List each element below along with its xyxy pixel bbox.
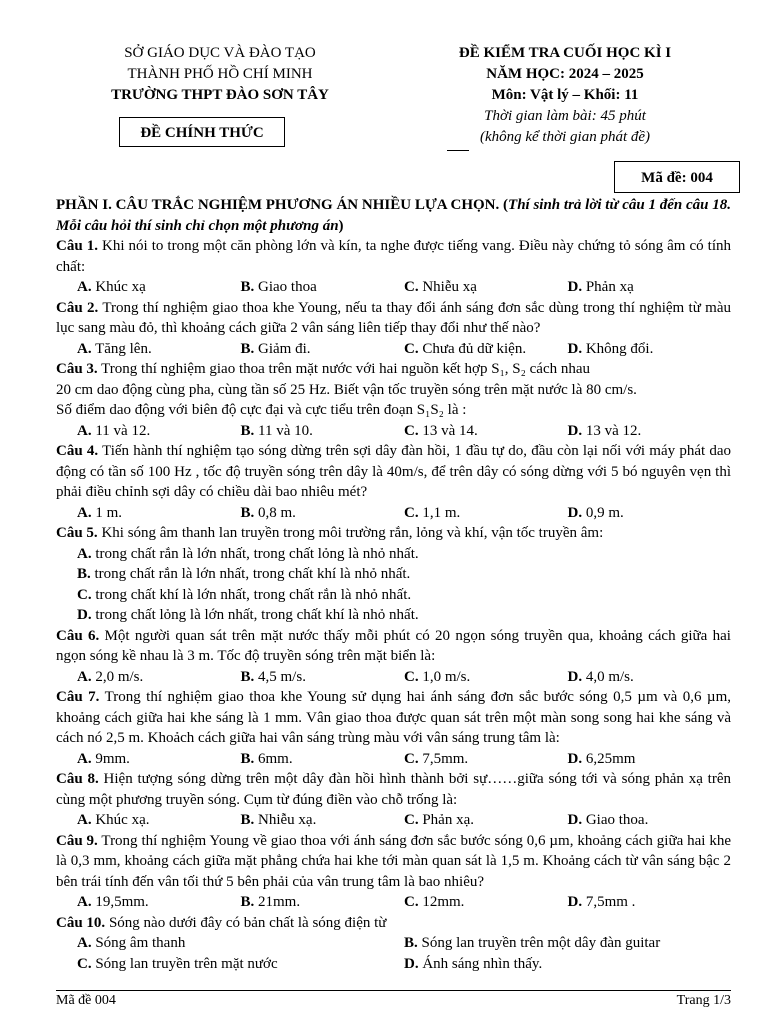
option-text: Giao thoa. xyxy=(582,812,649,828)
option-d xyxy=(568,503,732,524)
option-key: D. xyxy=(567,504,583,521)
question-7-options xyxy=(56,749,731,770)
exam-header xyxy=(400,43,730,148)
option-d xyxy=(568,892,732,913)
option-a xyxy=(77,421,241,442)
footer-exam-code: Mã đề 004 xyxy=(56,993,116,1008)
option-text: Câu 5. xyxy=(56,525,98,541)
option-text: Khi sóng âm thanh lan truyền trong môi trường rắn, lỏng và khí, vận tốc truyền âm: xyxy=(97,525,604,541)
option-text: 1 m. xyxy=(91,504,123,521)
option-c xyxy=(404,421,568,442)
question-1 xyxy=(56,236,731,277)
option-text: 13 và 14. xyxy=(418,422,478,439)
question-4-options xyxy=(56,503,731,524)
exam-title: ĐỀ KIỂM TRA CUỐI HỌC KÌ I xyxy=(458,45,672,61)
option-key: C. xyxy=(404,812,419,828)
option-key: A. xyxy=(77,422,92,439)
option-text: 4,5 m/s. xyxy=(254,668,306,685)
option-d xyxy=(568,749,732,770)
duration-note: (không kể thời gian phát đề) xyxy=(479,129,651,145)
option-key: A. xyxy=(77,812,92,828)
option-text: Trong thí nghiệm giao thoa khe Young sử dụng hai ánh sáng đơn sắc bước sóng 0,5 µm và 0,6 µm, khoảng cách giữa hai khe sáng là 1 mm. Vân giao thoa được quan sát trên một màn song song hai khe sáng và cách nó 2,5 m. Khoảch cách giữa hai vân sáng trùng màu với vân sáng trung tâm là: xyxy=(56,689,731,746)
option-b xyxy=(241,339,405,360)
option-d xyxy=(568,277,732,298)
option-key: B. xyxy=(240,668,255,685)
option-b xyxy=(241,749,405,770)
option-text: Thí sinh trả lời từ câu 1 đến câu 18. Mỗi câu hỏi thí sinh chỉ chọn một phương án xyxy=(56,197,732,234)
option-text: Sóng âm thanh xyxy=(91,935,186,951)
footer-page-number: Trang 1/3 xyxy=(676,993,731,1008)
option-a xyxy=(77,749,241,770)
option-b xyxy=(56,564,731,585)
option-key: A. xyxy=(77,545,92,562)
option-text: Ánh sáng nhìn thấy. xyxy=(418,955,543,972)
question-6 xyxy=(56,626,731,667)
option-text: 19,5mm. xyxy=(91,894,149,910)
option-key: B. xyxy=(240,504,255,521)
question-7 xyxy=(56,687,731,749)
question-10-options-row1 xyxy=(56,933,731,954)
exam-duration: Thời gian làm bài: 45 phút xyxy=(484,108,646,124)
option-key: C. xyxy=(77,955,92,972)
option-key: D. xyxy=(404,955,419,972)
department-name: SỞ GIÁO DỤC VÀ ĐÀO TẠO xyxy=(124,45,316,61)
option-a xyxy=(56,544,731,565)
option-c xyxy=(404,749,568,770)
option-a xyxy=(77,892,241,913)
option-text: 13 và 12. xyxy=(582,422,642,439)
option-key: C. xyxy=(404,422,419,439)
option-text: 7,5mm. xyxy=(418,750,469,767)
option-b xyxy=(241,667,405,688)
question-8-options xyxy=(56,810,731,831)
option-a xyxy=(77,503,241,524)
option-text: 6,25mm xyxy=(582,750,636,767)
question-9 xyxy=(56,831,731,893)
option-text: Tiến hành thí nghiệm tạo sóng dừng trên sợi dây đàn hồi, 1 đầu tự do, đầu còn lại nối với máy phát dao động có tần số 100 Hz , tốc độ truyền sóng trên dây là 40m/s, để trên dây có sóng dừng với 5 bó nguyên vẹn thì phải điều chỉnh sợi dây có chiều dài bao nhiêu mét? xyxy=(56,443,732,500)
school-header xyxy=(60,43,380,106)
question-4 xyxy=(56,441,731,503)
option-d xyxy=(568,339,732,360)
option-key: D. xyxy=(77,607,92,623)
option-d xyxy=(404,954,731,975)
option-text: trong chất lỏng là lớn nhất, trong chất khí là nhỏ nhất. xyxy=(91,607,419,623)
option-a xyxy=(77,277,241,298)
option-key: C. xyxy=(404,279,419,295)
option-text: Chưa đủ dữ kiện. xyxy=(418,340,527,357)
option-b xyxy=(241,277,405,298)
option-key: C. xyxy=(404,750,419,767)
option-text: Câu 9. xyxy=(56,832,98,849)
option-text: 1,1 m. xyxy=(418,504,461,521)
option-b xyxy=(241,892,405,913)
option-text: Tăng lên. xyxy=(91,340,152,357)
option-text: 4,0 m/s. xyxy=(582,668,634,685)
option-key: C. xyxy=(404,504,419,521)
option-text: Câu 6. xyxy=(56,627,100,644)
header-underline xyxy=(447,150,469,151)
option-a xyxy=(77,667,241,688)
question-10-options-row2 xyxy=(56,954,731,975)
option-text: Phản xạ xyxy=(582,279,634,295)
question-3 xyxy=(56,359,731,421)
question-8 xyxy=(56,769,731,810)
option-text: PHẦN I. CÂU TRẮC NGHIỆM PHƯƠNG ÁN NHIỀU LỰA CHỌN. ( xyxy=(56,197,509,213)
section-heading xyxy=(56,195,731,236)
option-b xyxy=(241,421,405,442)
option-text: Hiện tượng sóng dừng trên một dây đàn hồi hình thành bởi sự……giữa sóng tới và sóng phản xạ trên cùng một phương truyền sóng. Cụm từ đúng điền vào chỗ trống là: xyxy=(56,771,731,808)
option-key: B. xyxy=(77,566,91,582)
school-year: NĂM HỌC: 2024 – 2025 xyxy=(486,66,644,82)
option-text: 2,0 m/s. xyxy=(91,668,144,685)
option-text: 9mm. xyxy=(91,750,130,767)
option-b xyxy=(241,503,405,524)
option-c xyxy=(404,810,568,831)
option-text: Sóng lan truyền trên mặt nước xyxy=(91,955,278,972)
city-name: THÀNH PHỐ HỒ CHÍ MINH xyxy=(127,66,313,82)
question-9-options xyxy=(56,892,731,913)
option-text: Câu 1. xyxy=(56,238,98,254)
option-key: A. xyxy=(77,279,92,295)
option-text: Sóng lan truyền trên một dây đàn guitar xyxy=(417,935,661,951)
option-key: C. xyxy=(77,586,92,603)
question-6-options xyxy=(56,667,731,688)
footer-divider xyxy=(56,990,731,991)
subject-grade: Môn: Vật lý – Khối: 11 xyxy=(491,87,639,103)
option-key: B. xyxy=(240,894,255,910)
option-key: B. xyxy=(240,279,255,295)
option-text: Trong thí nghiệm giao thoa khe Young, nếu ta thay đổi ánh sáng đơn sắc dùng trong thí nghiệm từ màu lục sang màu đỏ, thì khoảng cách giữa 2 vân sáng liên tiếp thay đổi như thế nào? xyxy=(56,299,731,336)
option-c xyxy=(77,954,404,975)
option-key: B. xyxy=(404,935,418,951)
option-key: D. xyxy=(567,750,583,767)
option-text: Câu 8. xyxy=(56,771,99,787)
option-c xyxy=(404,277,568,298)
option-text: Nhiễu xạ. xyxy=(254,812,317,828)
option-key: D. xyxy=(567,340,583,357)
option-text: Một người quan sát trên mặt nước thấy mỗi phút có 20 ngọn sóng truyền qua, khoảng cách giữa hai ngọn sóng kề nhau là 3 m. Tốc độ truyền sóng trên mặt biển là: xyxy=(56,627,731,664)
option-text: Câu 2. xyxy=(56,299,99,316)
option-c xyxy=(404,892,568,913)
option-c xyxy=(404,667,568,688)
option-text: Câu 4. xyxy=(56,443,99,459)
question-3-options xyxy=(56,421,731,442)
option-key: A. xyxy=(77,504,92,521)
option-a xyxy=(77,339,241,360)
option-key: B. xyxy=(240,340,255,357)
option-key: D. xyxy=(567,422,583,439)
question-2 xyxy=(56,298,731,339)
question-1-options xyxy=(56,277,731,298)
option-text: Khúc xạ xyxy=(91,279,146,295)
option-c xyxy=(56,585,731,606)
option-key: D. xyxy=(567,812,583,828)
option-d xyxy=(568,667,732,688)
question-2-options xyxy=(56,339,731,360)
question-10 xyxy=(56,913,731,934)
option-text: Không đổi. xyxy=(582,340,654,357)
option-text: Khi nói to trong một căn phòng lớn và kín, ta nghe được tiếng vang. Điều này chứng tỏ sóng âm có tính chất: xyxy=(56,238,731,275)
option-key: D. xyxy=(567,668,583,685)
option-c xyxy=(404,339,568,360)
option-text: Giao thoa xyxy=(254,279,317,295)
official-exam-box: ĐỀ CHÍNH THỨC xyxy=(119,117,285,147)
option-key: A. xyxy=(77,894,92,910)
option-text: Giảm đi. xyxy=(254,340,311,357)
option-text: trong chất rắn là lớn nhất, trong chất lỏng là nhỏ nhất. xyxy=(91,545,419,562)
option-text: 7,5mm . xyxy=(582,894,636,910)
option-text: Khúc xạ. xyxy=(91,812,150,828)
option-b xyxy=(241,810,405,831)
option-text: 6mm. xyxy=(254,750,293,767)
school-name: TRƯỜNG THPT ĐÀO SƠN TÂY xyxy=(111,87,329,103)
option-d xyxy=(568,810,732,831)
option-text: 11 và 10. xyxy=(254,422,313,439)
option-text: Câu 3. xyxy=(56,361,98,377)
option-key: C. xyxy=(404,668,419,685)
option-a xyxy=(77,933,404,954)
option-key: A. xyxy=(77,935,92,951)
option-key: D. xyxy=(567,279,583,295)
option-d xyxy=(568,421,732,442)
option-text: Trong thí nghiệm Young về giao thoa với ánh sáng đơn sắc bước sóng 0,6 µm, khoảng cách giữa hai khe là 0,3 mm, khoảng cách giữa mặt phẳng chứa hai khe tới màn quan sát là 1,5 m. Khoảng cách từ vân sáng bậc 2 bên trái tính đến vân tối thứ 5 bên phải của vân trung tâm là bao nhiêu? xyxy=(56,832,731,890)
option-text: 1,0 m/s. xyxy=(418,668,471,685)
exam-code-box: Mã đề: 004 xyxy=(614,161,740,193)
option-text: 0,9 m. xyxy=(582,504,624,521)
option-text: 21mm. xyxy=(254,894,301,910)
option-text: Sóng nào dưới đây có bản chất là sóng điện từ xyxy=(105,914,387,931)
exam-content xyxy=(56,195,731,974)
option-text: Phản xạ. xyxy=(418,812,475,828)
option-text: 11 và 12. xyxy=(91,422,151,439)
option-text: 20 cm dao động cùng pha, cùng tần số 25 Hz. Biết vận tốc truyền sóng trên mặt nước là 80 cm/s. xyxy=(56,381,637,398)
option-key: B. xyxy=(240,422,255,439)
option-text: Số điểm dao động với biên độ cực đại và cực tiểu trên đoạn S₁S₂ là : xyxy=(56,402,467,418)
option-a xyxy=(77,810,241,831)
option-text: Nhiễu xạ xyxy=(418,279,477,295)
option-d xyxy=(56,605,731,626)
option-key: D. xyxy=(567,894,583,910)
option-text: trong chất khí là lớn nhất, trong chất rắn là nhỏ nhất. xyxy=(91,586,412,603)
option-key: B. xyxy=(240,750,255,767)
option-b xyxy=(404,933,731,954)
option-key: C. xyxy=(404,894,419,910)
question-5 xyxy=(56,523,731,544)
option-key: C. xyxy=(404,340,419,357)
option-text: ) xyxy=(338,217,344,234)
option-text: 12mm. xyxy=(418,894,465,910)
option-key: A. xyxy=(77,668,92,685)
option-key: A. xyxy=(77,340,92,357)
option-text: trong chất rắn là lớn nhất, trong chất khí là nhỏ nhất. xyxy=(90,566,411,582)
option-c xyxy=(404,503,568,524)
option-key: B. xyxy=(240,812,255,828)
option-key: A. xyxy=(77,750,92,767)
option-text: Câu 7. xyxy=(56,689,100,705)
option-text: Trong thí nghiệm giao thoa trên mặt nước với hai nguồn kết hợp S₁, S₂ cách nhau xyxy=(97,361,591,377)
option-text: Câu 10. xyxy=(56,914,106,931)
option-text: 0,8 m. xyxy=(254,504,296,521)
